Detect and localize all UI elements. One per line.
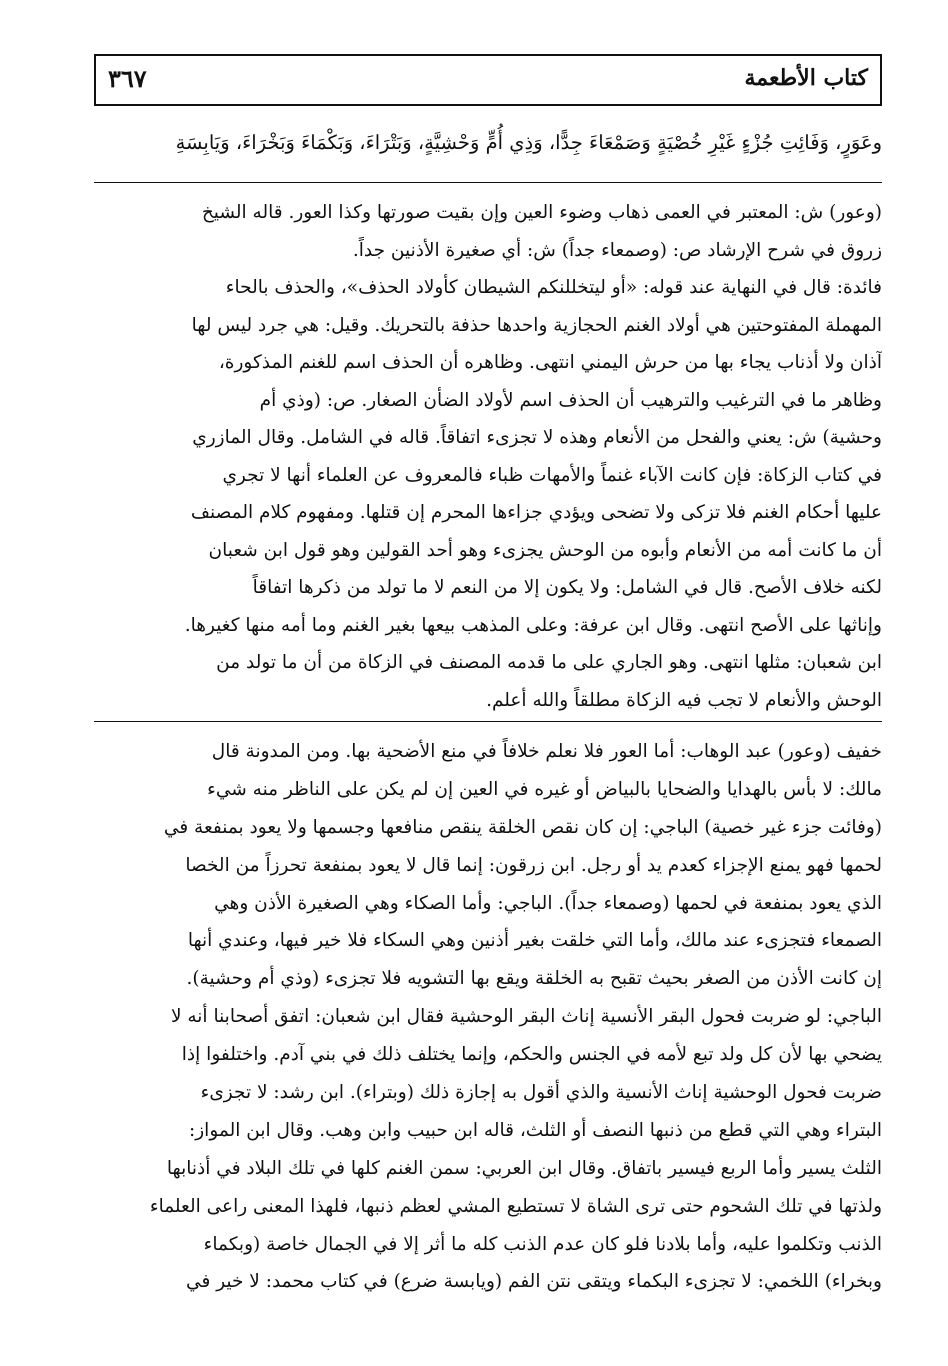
commentary-line: الذي يعود بمنفعة في لحمها (وصمعاء جداً). الباجي: وأما الصكاء وهي الصغيرة الأذن وهي — [214, 892, 882, 914]
commentary-line: فائدة: قال في النهاية عند قوله: «أو ليتخللنكم الشيطان كأولاد الحذف»، والحذف بالحاء — [225, 277, 882, 298]
commentary-line: لكنه خلاف الأصح. قال في الشامل: ولا يكون إلا من النعم لا ما تولد من ذكرها اتفاقاً — [252, 577, 882, 598]
chapter-title: كتاب الأطعمة — [744, 65, 868, 91]
commentary-line: (وفائت جزء غير خصية) الباجي: إن كان نقص الخلقة ينقص منافعها وجسمها ولا يعود بمنفعة في — [163, 816, 882, 838]
commentary-line: الصمعاء فتجزىء عند مالك، وأما التي خلقت بغير أذنين وهي السكاء فلا خير فيها، وعندي أنها — [187, 930, 882, 952]
commentary-line: وحشية) ش: يعني والفحل من الأنعام وهذه لا تجزىء اتفاقاً. قاله في الشامل. وقال المازري — [192, 427, 882, 448]
commentary-line: الباجي: لو ضربت فحول البقر الأنسية إناث البقر الوحشية فقال ابن شعبان: اتفق أصحابنا أنه لا — [170, 1006, 882, 1028]
commentary-line: يضحي بها لأن كل ولد تبع لأمه في الجنس والحكم، وإنما يختلف ذلك في بني آدم. واختلفوا إذا — [181, 1044, 882, 1066]
running-header — [94, 54, 882, 106]
page-number: ٣٦٧ — [108, 63, 147, 93]
commentary-line: الثلث يسير وأما الربع فيسير باتفاق. وقال ابن العربي: سمن الغنم كلها في تلك البلاد في أذنابها — [166, 1157, 882, 1179]
commentary-line: لحمها فهو يمنع الإجزاء كعدم يد أو رجل. ابن زرقون: إنما قال لا يعود بمنفعة تحرزاً من الخصا — [185, 854, 882, 876]
commentary-line: ضربت فحول الوحشية إناث الأنسية والذي أقول به إجازة ذلك (وبتراء). ابن رشد: لا تجزىء — [200, 1082, 882, 1104]
commentary-line: المهملة المفتوحتين هي أولاد الغنم الحجازية واحدها حذفة بالتحريك. وقيل: هي جرد ليس لها — [191, 314, 882, 336]
commentary-line: وبخراء) اللخمي: لا تجزىء البكماء ويتقى نتن الفم (ويابسة ضرع) في كتاب محمد: لا خير في — [186, 1271, 882, 1293]
commentary-line: مالك: لا بأس بالهدايا والضحايا بالبياض أو غيره في العين إن لم يكن على الناظر منه شيء — [207, 778, 882, 800]
commentary-line: البتراء وهي التي قطع من ذنبها النصف أو الثلث، قاله ابن حبيب وابن وهب. وقال ابن المواز: — [189, 1119, 882, 1141]
commentary-line: إن كانت الأذن من الصغر بحيث تقبح به الخلقة ويقع بها التشويه فلا تجزىء (وذي أم وحشية). — [186, 968, 882, 990]
commentary-line: عليها أحكام الغنم فلا تزكى ولا تضحى ويؤدي جزاءها المحرم إن قتلها. ومفهوم كلام المصنف — [190, 502, 882, 523]
commentary-line: آذان ولا أذناب يجاء بها من حرش اليمني انتهى. وظاهره أن الحذف اسم للغنم المذكورة، — [218, 352, 882, 373]
commentary-line: وإناثها على الأصح انتهى. وقال ابن عرفة: وعلى المذهب بيعها بغير الغنم وما أمه منها كغيرها. — [184, 614, 882, 636]
commentary-line: ولذتها في تلك الشحوم حتى ترى الشاة لا تستطيع المشي لعظم ذنبها، فلهذا المعنى راعى العلماء — [149, 1195, 882, 1217]
commentary-line: ابن شعبان: مثلها انتهى. وهو الجاري على ما قدمه المصنف في الزكاة من أن ما تولد من — [216, 652, 882, 673]
main-text-line: وعَوَرٍ، وَفَائِتِ جُزْءٍ غَيْرِ خُصْيَةٍ وَصَمْعَاءَ جِدًّا، وَذِي أُمٍّ وَحْشِيَّةٍ، وَبَتْرَاءَ، وَبَكْمَاءَ وَبَخْرَاءَ، وَيَابِسَةِ — [175, 131, 882, 154]
divider-rule — [94, 182, 882, 183]
commentary-second — [94, 733, 882, 1301]
commentary-line: الوحش والأنعام لا تجب فيه الزكاة مطلقاً والله أعلم. — [486, 689, 882, 711]
divider-rule — [94, 721, 882, 722]
commentary-line: (وعور) ش: المعتبر في العمى ذهاب وضوء العين وإن بقيت صورتها وكذا العور. قاله الشيخ — [201, 202, 882, 223]
commentary-line: في كتاب الزكاة: فإن كانت الآباء غنماً والأمهات ظباء فالمعروف عن العلماء أنها لا تجري — [222, 464, 882, 486]
commentary-line: وظاهر ما في الترغيب والترهيب أن الحذف اسم لأولاد الضأن الصغار. ص: (وذي أم — [259, 389, 882, 411]
commentary-first — [94, 194, 882, 719]
commentary-line: زروق في شرح الإرشاد ص: (وصمعاء جداً) ش: أي صغيرة الأذنين جداً. — [352, 239, 882, 261]
commentary-line: الذنب وتكلموا عليه، وأما بلادنا فلو كان عدم الذنب كله ما أثر إلا في الجمال خاصة (وبكماء — [203, 1233, 882, 1255]
main-text — [94, 114, 882, 172]
commentary-line: خفيف (وعور) عبد الوهاب: أما العور فلا نعلم خلافاً في منع الأضحية بها. ومن المدونة قال — [211, 741, 882, 762]
commentary-line: أن ما كانت أمه من الأنعام وأبوه من الوحش يجزىء وهو أحد القولين وهو قول ابن شعبان — [208, 539, 882, 561]
